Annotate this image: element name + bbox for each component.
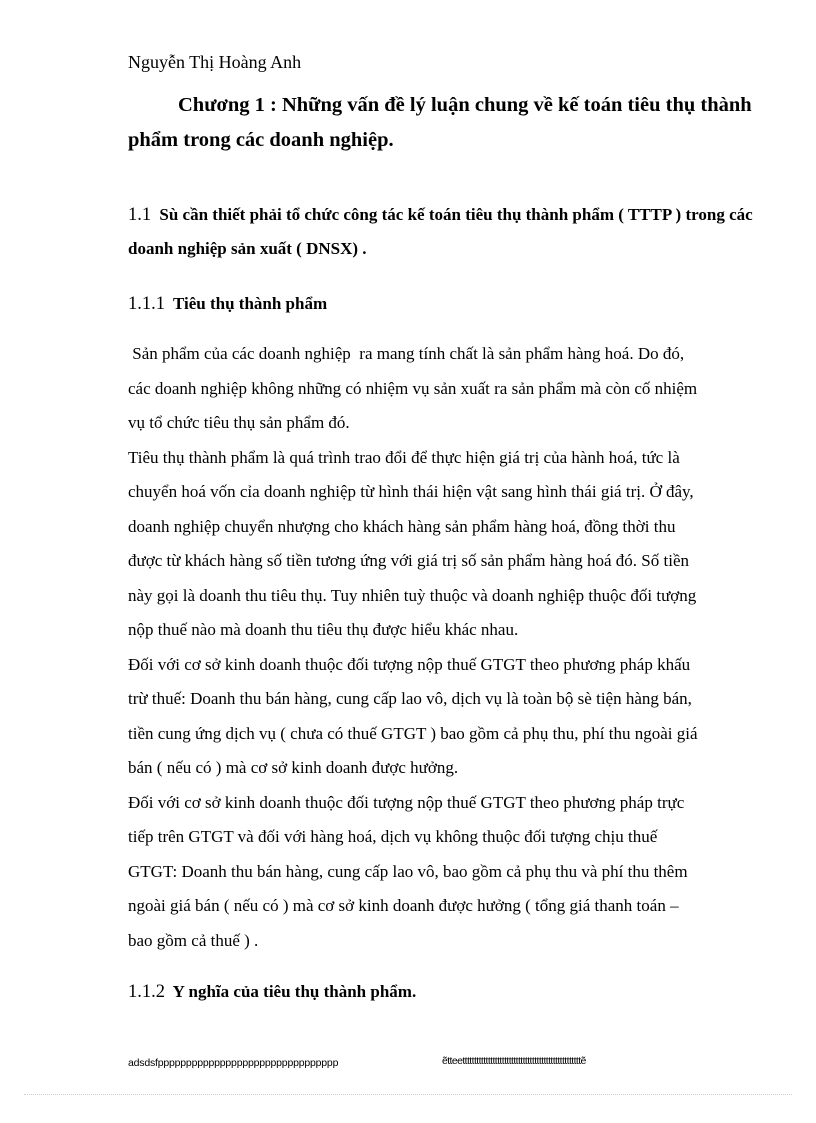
section-number: 1.1.1	[128, 294, 165, 314]
body-line: Đối với cơ sở kinh doanh thuộc đối tượng nộp thuế GTGT theo phương pháp trực	[128, 792, 685, 812]
body-line: nộp thuế nào mà doanh thu tiêu thụ được hiểu khác nhau.	[128, 620, 519, 639]
page-divider	[24, 1094, 792, 1095]
section-title: Tiêu thụ thành phẩm	[172, 294, 328, 313]
body-line: tiền cung ứng dịch vụ ( chưa có thuế GTGT ) bao gồm cả phụ thu, phí thu ngoài giá	[128, 723, 698, 743]
footer-text-right: ẽtteetttttttttttttttttttttttttttttttttttttttttttttttttttẽ	[442, 1055, 586, 1067]
body-line: bán ( nếu có ) mà cơ sở kinh doanh được hưởng.	[128, 758, 459, 777]
body-text	[128, 337, 768, 958]
body-line: này gọi là doanh thu tiêu thụ. Tuy nhiên tuỳ thuộc và doanh nghiệp thuộc đối tượng	[128, 585, 697, 605]
section-title: Y nghĩa của tiêu thụ thành phẩm.	[172, 982, 417, 1001]
section-title: Sù cần thiết phải tổ chức công tác kế toán tiêu thụ thành phẩm ( TTTP ) trong các doanh nghiệp sản xuất ( DNSX) .	[128, 205, 753, 258]
body-line: Sản phẩm của các doanh nghiệp ra mang tính chất là sản phẩm hàng hoá. Do đó,	[128, 344, 685, 363]
body-line: các doanh nghiệp không những có nhiệm vụ sản xuất ra sản phẩm mà còn cố nhiệm	[128, 378, 698, 398]
body-line: tiếp trên GTGT và đối với hàng hoá, dịch vụ không thuộc đối tượng chịu thuế	[128, 827, 658, 846]
body-line: vụ tổ chức tiêu thụ sản phẩm đó.	[128, 413, 350, 432]
body-line: được từ khách hàng số tiền tương ứng với giá trị số sản phẩm hàng hoá đó. Số tiền	[128, 551, 689, 570]
chapter-title: Chương 1 : Những vấn đề lý luận chung về kế toán tiêu thụ thành phẩm trong các doanh nghiệp.	[128, 94, 752, 151]
body-line: ngoài giá bán ( nếu có ) mà cơ sở kinh doanh được hưởng ( tổng giá thanh toán –	[128, 896, 679, 915]
section-1-1-heading	[128, 198, 768, 265]
section-1-1-1-heading	[128, 294, 327, 315]
body-line: Đối với cơ sở kinh doanh thuộc đối tượng nộp thuế GTGT theo phương pháp khấu	[128, 654, 691, 674]
body-line: doanh nghiệp chuyển nhượng cho khách hàng sản phẩm hàng hoá, đồng thời thu	[128, 516, 676, 536]
section-number: 1.1	[128, 205, 152, 225]
author-name: Nguyễn Thị Hoàng Anh	[128, 52, 302, 72]
body-line: trừ thuế: Doanh thu bán hàng, cung cấp lao vô, dịch vụ là toàn bộ sè tiện hàng bán,	[128, 689, 692, 708]
section-1-1-2-heading	[128, 982, 416, 1003]
body-line: chuyển hoá vốn cỉa doanh nghiệp từ hình thái hiện vật sang hình thái giá trị. Ở đây,	[128, 482, 694, 501]
section-number: 1.1.2	[128, 982, 165, 1002]
body-line: bao gồm cả thuế ) .	[128, 930, 259, 950]
body-line: GTGT: Doanh thu bán hàng, cung cấp lao vô, bao gồm cả phụ thu và phí thu thêm	[128, 861, 688, 881]
footer-text-left: adsdsfpppppppppppppppppppppppppppppppp	[128, 1057, 339, 1069]
body-line: Tiêu thụ thành phẩm là quá trình trao đổi để thực hiện giá trị của hành hoá, tức là	[128, 447, 680, 467]
